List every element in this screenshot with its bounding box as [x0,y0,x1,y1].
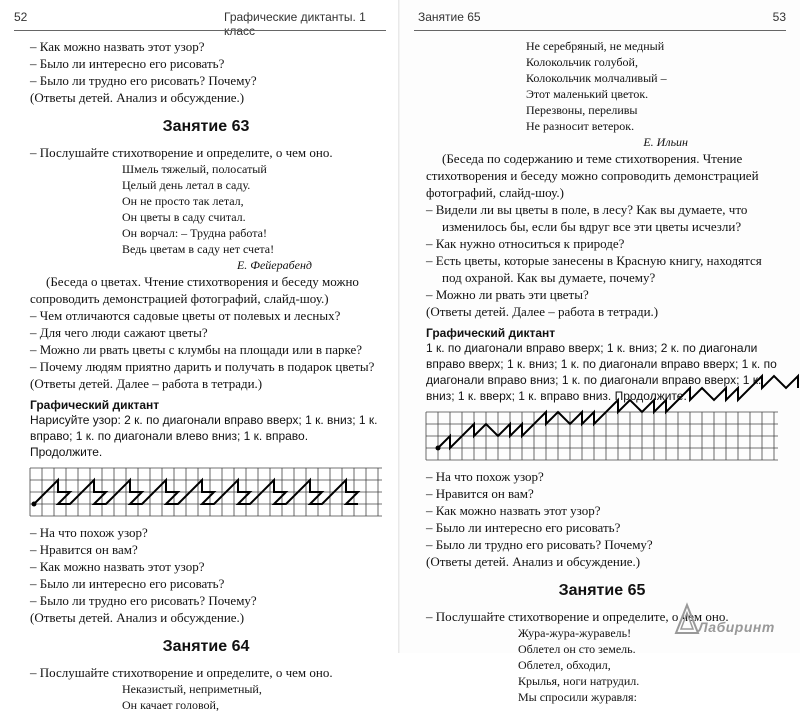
poem-line: Он ворчал: – Трудна работа! [122,226,267,240]
question: – Для чего люди сажают цветы? [30,325,208,340]
left-page-header [14,10,386,38]
poem-line: Не разносит ветерок. [526,119,635,133]
poem-line: Он цветы в саду считал. [122,210,246,224]
poem-author: Е. Ильин [643,135,688,149]
header-rule [14,30,386,31]
pattern-grid-left [30,468,382,516]
poem-line: Этот маленький цветок. [526,87,649,101]
poem-line: Он не просто так летал, [122,194,244,208]
dictation-title: Графический диктант [426,326,556,340]
poem-line: Облетел он сто земель. [518,642,636,656]
question: – Было ли интересно его рисовать? [30,56,225,71]
question: – Можно ли рвать эти цветы? [426,287,589,302]
page-number-left: 52 [14,10,28,24]
zigzag-pattern-left [30,468,382,516]
poem-line: Перезвоны, переливы [526,103,638,117]
question: – Было ли трудно его рисовать? Почему? [30,73,257,88]
poem-line: Колокольчик молчаливый – [526,71,667,85]
poem-top [426,38,778,134]
left-page-content [30,38,382,713]
poem-line: Крылья, ноги натрудил. [518,674,640,688]
discussion-note: (Беседа по содержанию и теме стихотворения. Чтение стихотворения и беседу можно сопроводить демонстрацией фотографий, слайд-шоу.) [426,151,759,200]
question: – Нравится он вам? [30,542,138,557]
running-title-left: Графические диктанты. 1 класс [224,10,366,38]
lesson-64-intro: – Послушайте стихотворение и определите, о чем оно. [30,665,333,680]
question: – Как можно назвать этот узор? [426,503,601,518]
poem-line: Целый день летал в саду. [122,178,251,192]
question: – На что похож узор? [426,469,544,484]
question: – Было ли интересно его рисовать? [426,520,621,535]
header-rule [414,30,786,31]
poem-line: Облетел, обходил, [518,658,611,672]
question: – Как можно назвать этот узор? [30,559,205,574]
dictation-title: Графический диктант [30,398,160,412]
dictation-text: 1 к. по диагонали вправо вверх; 1 к. вниз; 2 к. по диагонали вправо вверх; 1 к. вниз; 1 к. по диагонали вправо вверх; 1 к. по диагонали вправо вниз; 1 к. по диагонали вправо вверх; 1 к. вниз; 1 к. вверх; 1 к. вправо вниз. Продолжите. [426,341,777,403]
watermark-text: Лабиринт [698,619,775,635]
lesson-65-title: Занятие 65 [558,582,646,599]
lesson-63-poem [30,161,382,257]
lesson-63-intro: – Послушайте стихотворение и определите, о чем оно. [30,145,333,160]
poem-line: Ведь цветам в саду нет счета! [122,242,275,256]
poem-line: Он качает головой, [122,698,219,712]
poem-line: Не серебряный, не медный [526,39,665,53]
answer-note: (Ответы детей. Анализ и обсуждение.) [426,554,641,569]
poem-author: Е. Фейерабенд [236,258,312,272]
publisher-watermark [674,603,775,643]
question: – Было ли трудно его рисовать? Почему? [30,593,257,608]
question: – Есть цветы, которые занесены в Красную книгу, находятся под охраной. Как вы думаете, почему? [426,253,762,285]
question: – Видели ли вы цветы в поле, в лесу? Как вы думаете, что изменилось бы, если бы вдруг все эти цветы исчезли? [426,202,748,234]
question: – Было ли интересно его рисовать? [30,576,225,591]
question: – Почему людям приятно дарить и получать в подарок цветы? [30,359,375,374]
question: – Чем отличаются садовые цветы от полевых и лесных? [30,308,341,323]
answer-note: (Ответы детей. Далее – работа в тетради.) [426,304,659,319]
lesson-65-intro: – Послушайте стихотворение и определите, о чем оно. [426,609,729,624]
page-number-right: 53 [772,10,786,24]
left-page [0,0,400,712]
discussion-note: (Беседа о цветах. Чтение стихотворения и беседу можно сопроводить демонстрацией фотографий, слайд-шоу.) [30,274,359,306]
poem-line: Колокольчик голубой, [526,55,638,69]
pattern-grid-right [426,412,778,460]
answer-note: (Ответы детей. Анализ и обсуждение.) [30,90,245,105]
answer-note: (Ответы детей. Далее – работа в тетради.) [30,376,263,391]
question: – Можно ли рвать цветы с клумбы на площади или в парке? [30,342,363,357]
poem-line: Неказистый, неприметный, [122,682,262,696]
poem-line: Шмель тяжелый, полосатый [122,162,267,176]
labyrinth-logo-icon [674,603,700,637]
running-title-right: Занятие 65 [418,10,481,24]
lesson-63-title: Занятие 63 [162,118,250,135]
question: – На что похож узор? [30,525,148,540]
poem-line: Мы спросили журавля: [518,690,637,704]
question: – Как нужно относиться к природе? [426,236,625,251]
right-page [400,0,800,704]
poem-line: Жура-жура-журавель! [518,626,632,640]
question: – Как можно назвать этот узор? [30,39,205,54]
question: – Нравится он вам? [426,486,534,501]
dictation-text: Нарисуйте узор: 2 к. по диагонали вправо вверх; 1 к. вниз; 1 к. вправо; 1 к. по диагонали влево вниз; 1 к. вправо. Продолжите. [30,413,378,459]
lesson-64-title: Занятие 64 [162,638,250,655]
right-page-header [414,10,786,28]
answer-note: (Ответы детей. Анализ и обсуждение.) [30,610,245,625]
zigzag-pattern-right [426,412,778,460]
question: – Было ли трудно его рисовать? Почему? [426,537,653,552]
